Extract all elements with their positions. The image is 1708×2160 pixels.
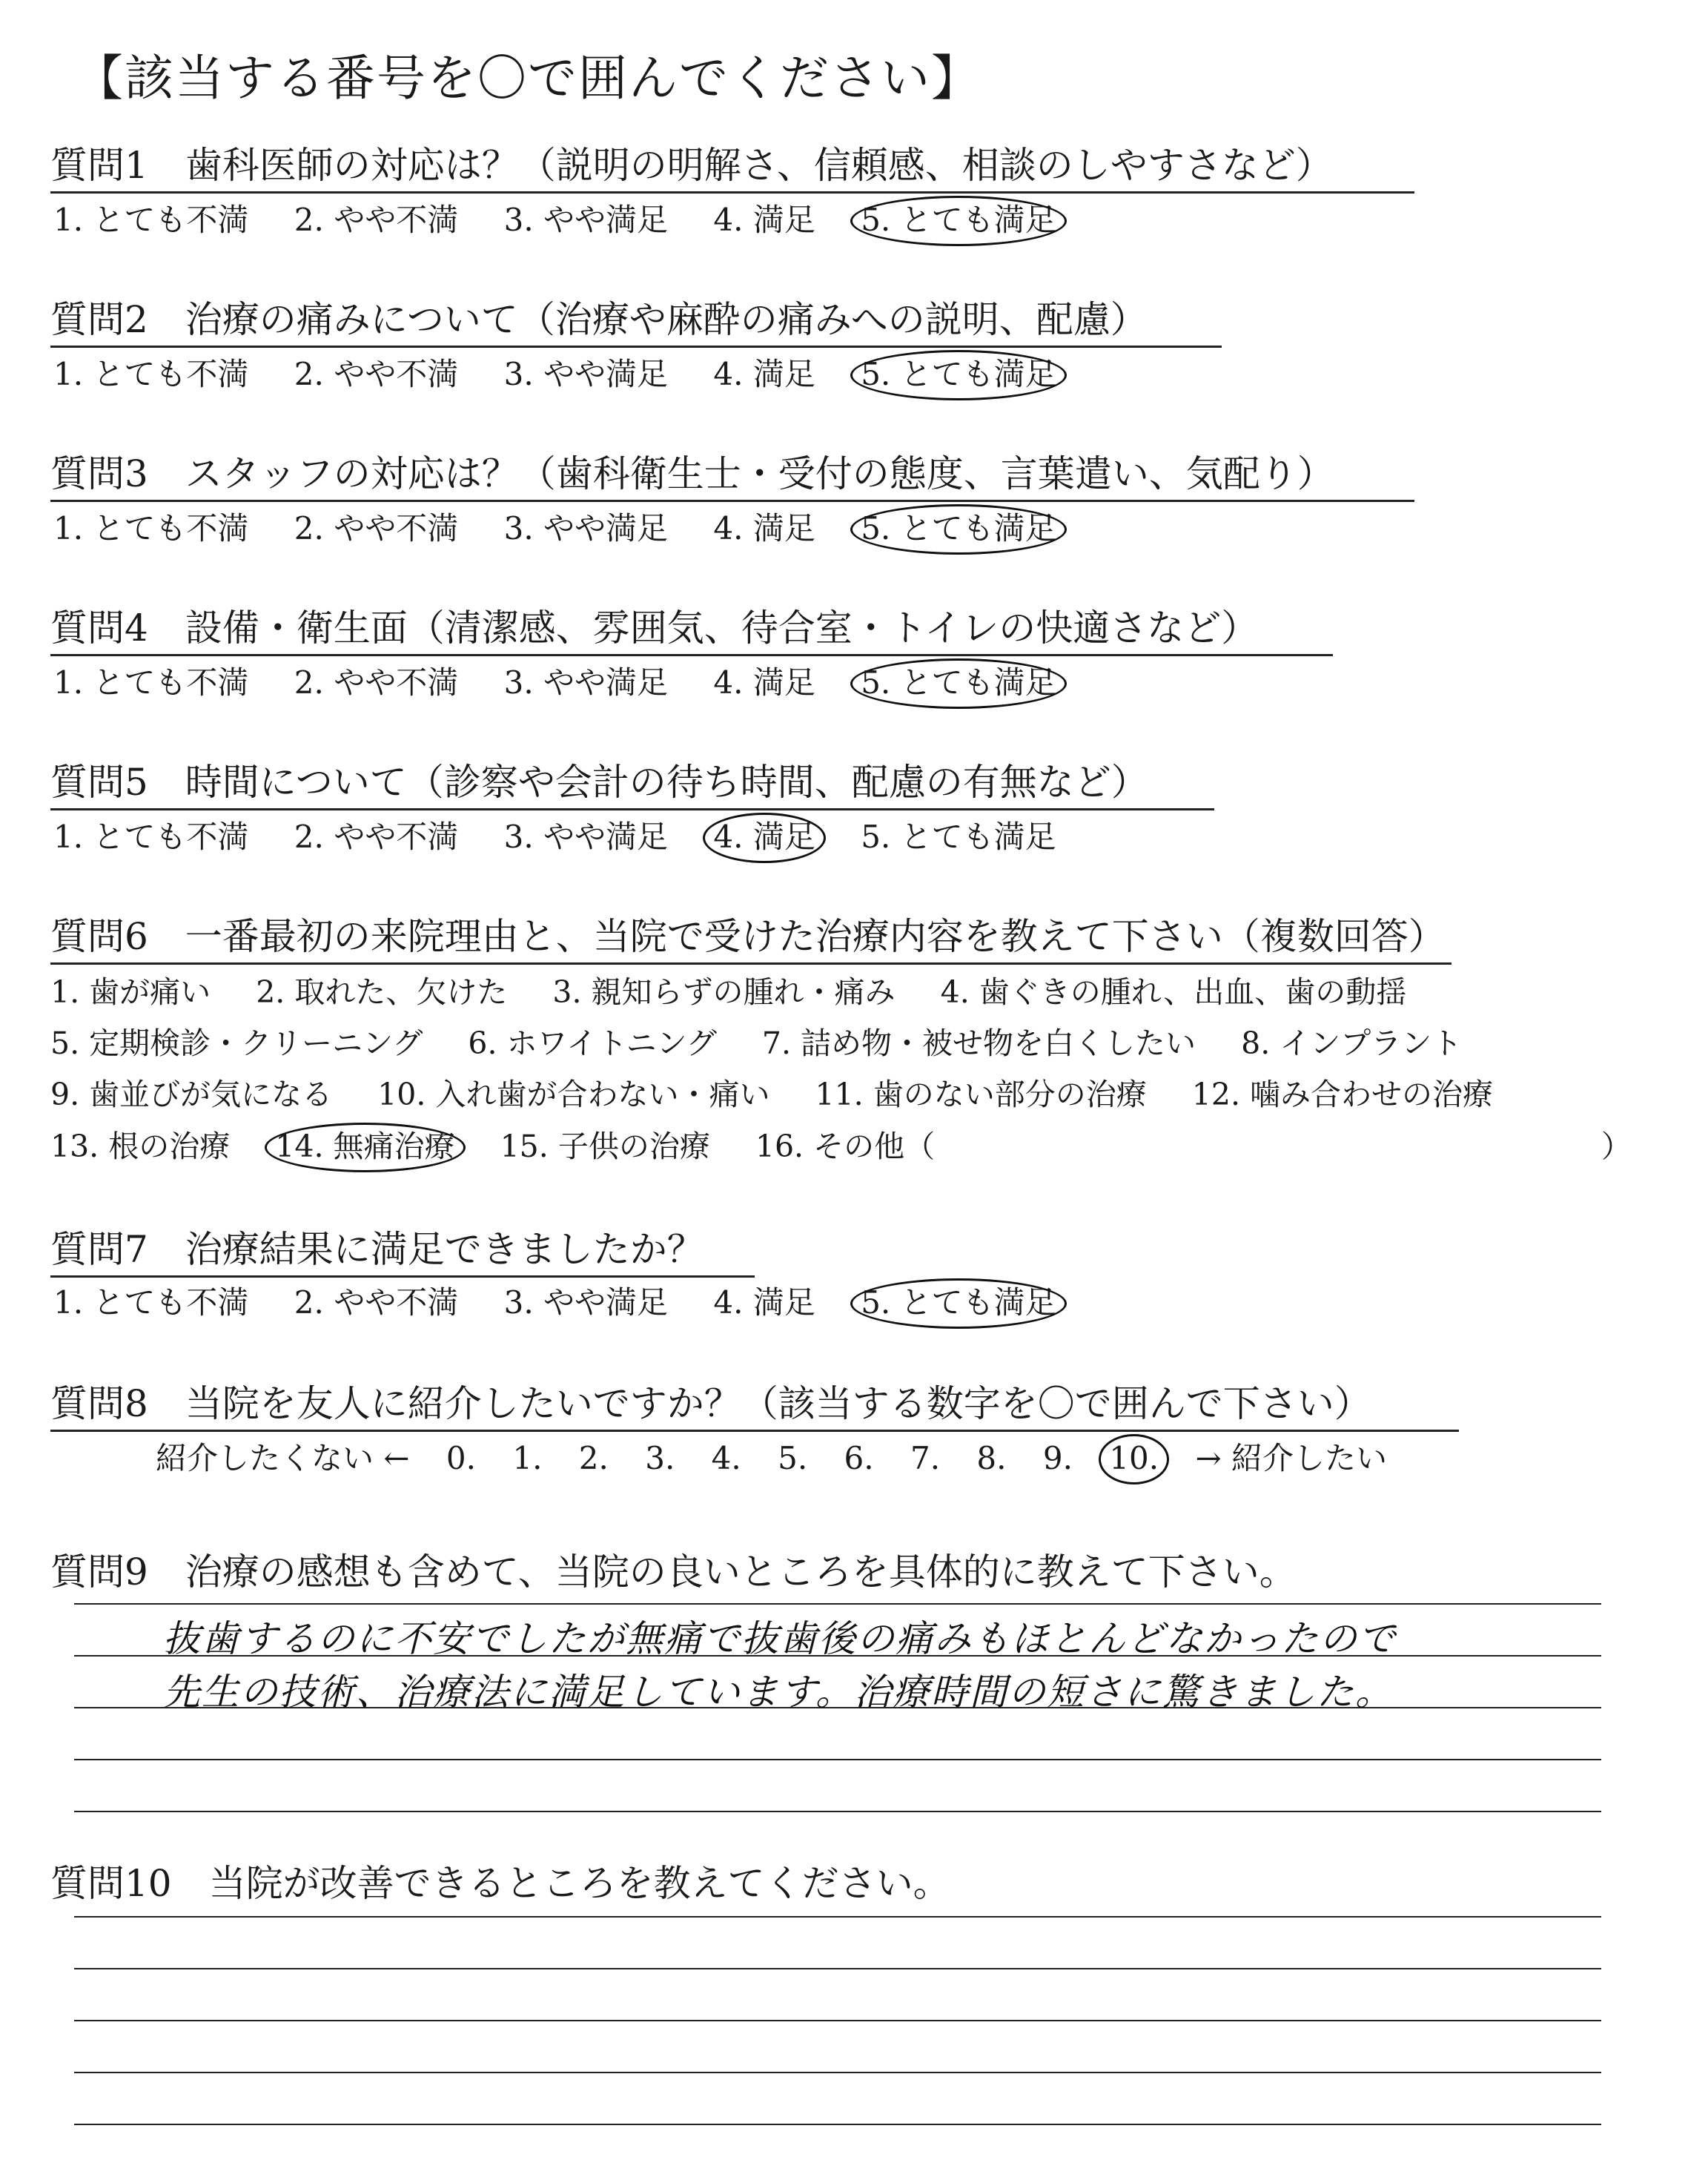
q6-row-4: [50, 1129, 970, 1164]
q7-options: [53, 1284, 1092, 1321]
q8-option-10-circled[interactable]: 10.: [1109, 1440, 1159, 1476]
form-title: 【該当する番号を〇で囲んでください】: [74, 50, 982, 107]
q8-option-8[interactable]: 8.: [976, 1440, 1007, 1476]
q9-answer-line-1: [74, 1603, 1601, 1605]
q3-option-4[interactable]: 4. 満足: [713, 510, 815, 546]
q9-answer-line-5: [74, 1811, 1601, 1812]
question-1: 質問1 歯科医師の対応は？（説明の明解さ、信頼感、相談のしやすさなど）: [50, 147, 1414, 194]
question-4: 質問4 設備・衛生面（清潔感、雰囲気、待合室・トイレの快適さなど）: [50, 610, 1333, 656]
q8-right-label: → 紹介したい: [1195, 1440, 1387, 1476]
q2-option-5-circled[interactable]: 5. とても満足: [861, 356, 1056, 392]
q4-option-5-circled[interactable]: 5. とても満足: [861, 664, 1056, 701]
q5-option-2[interactable]: 2. やや不満: [294, 819, 459, 855]
q10-answer-line-5[interactable]: [74, 2124, 1601, 2125]
q6-option-13[interactable]: 13. 根の治療: [50, 1129, 231, 1164]
q6-option-3[interactable]: 3. 親知らずの腫れ・痛み: [552, 974, 896, 1010]
q8-option-1[interactable]: 1.: [512, 1440, 543, 1476]
q10-answer-line-3[interactable]: [74, 2020, 1601, 2021]
question-3: 質問3 スタッフの対応は？（歯科衛生士・受付の態度、言葉遣い、気配り）: [50, 455, 1414, 502]
q3-option-1[interactable]: 1. とても不満: [53, 510, 249, 546]
q9-answer-line-4: [74, 1759, 1601, 1760]
q2-option-3[interactable]: 3. やや満足: [503, 356, 669, 392]
q5-option-1[interactable]: 1. とても不満: [53, 819, 249, 855]
question-5: 質問5 時間について（診察や会計の待ち時間、配慮の有無など）: [50, 764, 1214, 810]
q2-option-2[interactable]: 2. やや不満: [294, 356, 459, 392]
q6-option-11[interactable]: 11. 歯のない部分の治療: [815, 1077, 1147, 1112]
q10-answer-line-1[interactable]: [74, 1916, 1601, 1918]
question-8: 質問8 当院を友人に紹介したいですか？（該当する数字を〇で囲んで下さい）: [50, 1385, 1459, 1432]
q6-option-8[interactable]: 8. インプラント: [1241, 1025, 1463, 1061]
q8-left-label: 紹介したくない ←: [156, 1440, 410, 1476]
q6-option-15[interactable]: 15. 子供の治療: [500, 1129, 710, 1164]
q1-option-3[interactable]: 3. やや満足: [503, 202, 669, 238]
q4-option-4[interactable]: 4. 満足: [713, 664, 815, 701]
question-10: 質問10 当院が改善できるところを教えてください。: [50, 1862, 950, 1905]
q7-option-4[interactable]: 4. 満足: [713, 1284, 815, 1321]
q6-option-10[interactable]: 10. 入れ歯が合わない・痛い: [377, 1077, 770, 1112]
q7-option-2[interactable]: 2. やや不満: [294, 1284, 459, 1321]
q8-option-3[interactable]: 3.: [645, 1440, 675, 1476]
q9-handwritten-answer-1[interactable]: 抜歯するのに不安でしたが無痛で抜歯後の痛みもほとんどなかったので: [163, 1617, 1397, 1660]
q2-option-1[interactable]: 1. とても不満: [53, 356, 249, 392]
q1-option-2[interactable]: 2. やや不満: [294, 202, 459, 238]
q1-option-1[interactable]: 1. とても不満: [53, 202, 249, 238]
q8-option-4[interactable]: 4.: [711, 1440, 741, 1476]
q6-option-1[interactable]: 1. 歯が痛い: [50, 974, 211, 1010]
q3-option-3[interactable]: 3. やや満足: [503, 510, 669, 546]
q2-option-4[interactable]: 4. 満足: [713, 356, 815, 392]
q6-option-12[interactable]: 12. 噛み合わせの治療: [1191, 1077, 1494, 1112]
q8-option-5[interactable]: 5.: [778, 1440, 808, 1476]
q1-option-5-circled[interactable]: 5. とても満足: [861, 202, 1056, 238]
q7-option-5-circled[interactable]: 5. とても満足: [861, 1284, 1056, 1321]
q6-row-3: [50, 1077, 1529, 1112]
q7-option-1[interactable]: 1. とても不満: [53, 1284, 249, 1321]
q8-option-6[interactable]: 6.: [844, 1440, 874, 1476]
q8-option-0[interactable]: 0.: [446, 1440, 476, 1476]
q8-scale: [156, 1440, 1414, 1476]
q4-option-1[interactable]: 1. とても不満: [53, 664, 249, 701]
q6-row-1: [50, 974, 1442, 1010]
q4-options: [53, 664, 1092, 701]
q6-option-5[interactable]: 5. 定期検診・クリーニング: [50, 1025, 423, 1061]
q10-answer-line-2[interactable]: [74, 1968, 1601, 1969]
q3-option-5-circled[interactable]: 5. とても満足: [861, 510, 1056, 546]
q4-option-3[interactable]: 3. やや満足: [503, 664, 669, 701]
q6-option-7[interactable]: 7. 詰め物・被せ物を白くしたい: [761, 1025, 1196, 1061]
q1-option-4[interactable]: 4. 満足: [713, 202, 815, 238]
q5-option-5[interactable]: 5. とても満足: [861, 819, 1056, 855]
q8-option-2[interactable]: 2.: [578, 1440, 609, 1476]
q6-option-2[interactable]: 2. 取れた、欠けた: [256, 974, 508, 1010]
q6-option-9[interactable]: 9. 歯並びが気になる: [50, 1077, 333, 1112]
q2-options: [53, 356, 1092, 392]
question-7: 質問7 治療結果に満足できましたか？: [50, 1231, 755, 1278]
q8-option-9[interactable]: 9.: [1042, 1440, 1073, 1476]
question-9: 質問9 治療の感想も含めて、当院の良いところを具体的に教えて下さい。: [50, 1550, 1297, 1593]
q5-option-4-circled[interactable]: 4. 満足: [713, 819, 815, 855]
q9-handwritten-answer-2[interactable]: 先生の技術、治療法に満足しています。治療時間の短さに驚きました。: [163, 1671, 1394, 1714]
q3-options: [53, 510, 1092, 546]
q8-option-7[interactable]: 7.: [910, 1440, 941, 1476]
q6-option-16[interactable]: 16. その他（: [755, 1129, 936, 1164]
q6-option-4[interactable]: 4. 歯ぐきの腫れ、出血、歯の動揺: [940, 974, 1407, 1010]
q10-answer-line-4[interactable]: [74, 2072, 1601, 2073]
q6-option-6[interactable]: 6. ホワイトニング: [468, 1025, 717, 1061]
q5-options: [53, 819, 1092, 855]
q1-options: [53, 202, 1092, 238]
q6-option-14-circled[interactable]: 14. 無痛治療: [275, 1129, 455, 1164]
q3-option-2[interactable]: 2. やや不満: [294, 510, 459, 546]
q7-option-3[interactable]: 3. やや満足: [503, 1284, 669, 1321]
q6-other-close-paren: ）: [1601, 1129, 1632, 1164]
q6-row-2: [50, 1025, 1497, 1061]
question-2: 質問2 治療の痛みについて（治療や麻酔の痛みへの説明、配慮）: [50, 301, 1222, 348]
q5-option-3[interactable]: 3. やや満足: [503, 819, 669, 855]
question-6: 質問6 一番最初の来院理由と、当院で受けた治療内容を教えて下さい（複数回答）: [50, 918, 1452, 965]
q4-option-2[interactable]: 2. やや不満: [294, 664, 459, 701]
